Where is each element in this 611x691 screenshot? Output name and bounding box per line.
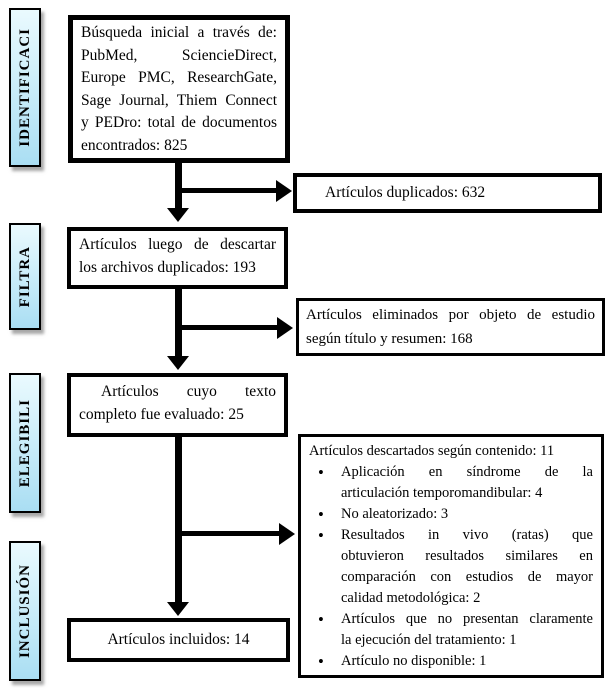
arrow-line-afterdup-to-fulltext	[175, 289, 182, 358]
text-line: Artículos eliminados por objeto de estudio	[306, 307, 595, 323]
arrow-line-to-excluded-content	[178, 531, 280, 536]
arrow-right-icon	[279, 523, 295, 545]
text-line: • Resultados in vivo (ratas) que	[341, 527, 593, 543]
excluded-by-title-box	[296, 298, 605, 356]
text-line: Sage Journal, Thiem Connect	[81, 91, 277, 109]
included-articles-text: Artículos incluidos: 14	[107, 631, 250, 648]
arrow-down-icon	[167, 208, 189, 222]
stage-label-identification-text: IDENTIFICACI	[16, 28, 33, 147]
stage-label-inclusion-text: INCLUSIÓN	[16, 563, 33, 659]
stage-label-screening	[9, 223, 41, 330]
fulltext-evaluated-box	[67, 373, 288, 437]
exclusion-reason-item	[309, 609, 593, 651]
included-articles-box	[67, 618, 290, 662]
stage-label-inclusion	[9, 541, 41, 681]
exclusion-reason-item	[309, 504, 593, 525]
text-line: los archivos duplicados: 193	[79, 258, 256, 276]
text-line: según título y resumen: 168	[306, 331, 473, 347]
text-line: • No aleatorizado: 3	[341, 506, 449, 522]
excluded-by-content-box	[298, 434, 604, 678]
text-line: PubMed, SciencieDirect,	[81, 46, 277, 64]
stage-label-eligibility	[9, 373, 41, 513]
arrow-line-to-duplicates	[178, 188, 277, 193]
initial-search-box	[68, 15, 290, 163]
arrow-down-icon	[167, 602, 189, 616]
excluded-by-content-bullet-list	[309, 462, 593, 672]
text-line: • Aplicación en síndrome de la	[341, 464, 593, 480]
text-line: Artículos luego de descartar	[79, 236, 276, 253]
text-line: Búsqueda inicial a través de:	[81, 24, 277, 41]
stage-label-identification	[9, 8, 41, 167]
text-line: la ejecución del tratamiento: 1	[341, 632, 517, 648]
text-line: • Artículos que no presentan claramente	[341, 611, 593, 627]
stage-label-eligibility-text: ELEGIBILI	[16, 398, 33, 488]
text-line: • Artículo no disponible: 1	[341, 653, 487, 669]
arrow-down-icon	[167, 356, 189, 370]
text-line: y PEDro: total de documentos	[81, 114, 277, 131]
after-duplicates-box	[67, 227, 288, 289]
exclusion-reason-item	[309, 651, 593, 672]
text-line: Artículos cuyo texto	[101, 383, 276, 400]
text-line: comparación con estudios de mayor	[341, 569, 593, 585]
text-line: encontrados: 825	[81, 136, 188, 154]
text-line: calidad metodológica: 2	[341, 590, 481, 606]
stage-label-screening-text: FILTRA	[16, 245, 33, 308]
arrow-right-icon	[276, 180, 292, 202]
exclusion-reason-item	[309, 462, 593, 504]
arrow-line-search-to-afterdup	[175, 163, 182, 210]
duplicates-excluded-box	[293, 173, 602, 213]
text-line: Europe PMC, ResearchGate,	[81, 69, 277, 86]
arrow-line-to-excluded-title	[178, 325, 278, 330]
exclusion-reason-item	[309, 525, 593, 609]
arrow-right-icon	[277, 317, 293, 339]
arrow-line-fulltext-to-included	[175, 437, 182, 604]
text-line: completo fue evaluado: 25	[79, 405, 244, 423]
excluded-by-content-title: Artículos descartados según contenido: 11	[309, 443, 555, 459]
duplicates-excluded-text: Artículos duplicados: 632	[325, 184, 486, 201]
text-line: articulación temporomandibular: 4	[341, 485, 543, 501]
text-line: obtuvieron resultados similares en	[341, 548, 593, 564]
